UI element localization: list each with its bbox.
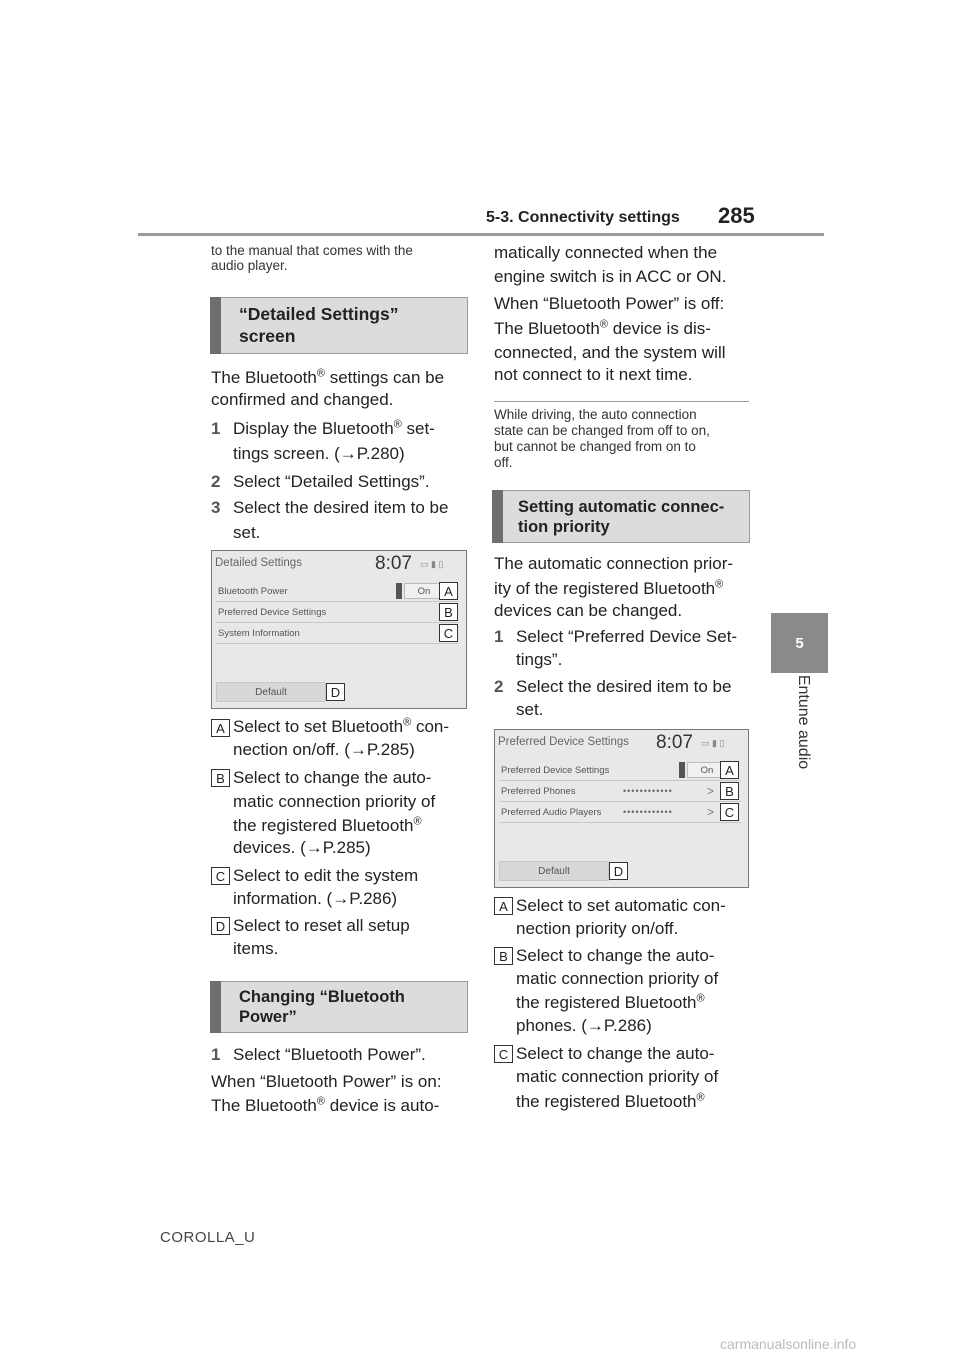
step-bluetooth-power (211, 1042, 471, 1067)
right-cont-line-2: engine switch is in ACC or ON. (494, 267, 727, 286)
right-item-b-label: B (494, 947, 513, 965)
chapter-tab: 5 (771, 613, 828, 673)
para-1-line-2: confirmed and changed. (211, 390, 394, 409)
status-icons: ▭ ▮ ▯ (701, 738, 725, 748)
default-button: Default (216, 682, 326, 702)
note-line-3: but cannot be changed from on to (494, 439, 696, 454)
when-on-line: When “Bluetooth Power” is on: (211, 1072, 442, 1091)
when-off-desc-1 (494, 316, 711, 341)
priority-para-1: The automatic connection prior- (494, 554, 734, 573)
item-text: con- (411, 717, 450, 736)
registered-mark: ® (403, 716, 412, 729)
right-item-b-line-3 (516, 990, 705, 1015)
step-text-part: Display the Bluetooth (233, 419, 394, 438)
heading-line-2: tion priority (518, 518, 610, 536)
heading-bar (210, 297, 221, 354)
right-item-b-line-2: matic connection priority of (516, 969, 719, 988)
step-text: Select “Preferred Device Set- (516, 627, 738, 646)
callout-d: D (326, 683, 345, 701)
desc-text: device is dis- (607, 319, 711, 338)
heading-detailed-settings (210, 297, 468, 354)
item-c-label: C (211, 867, 230, 885)
item-a-label: A (211, 719, 230, 737)
item-text: Select to set Bluetooth (233, 717, 404, 736)
screen-row (216, 581, 458, 602)
heading-line-2: Power” (239, 1008, 297, 1026)
when-off-line: When “Bluetooth Power” is off: (494, 294, 725, 313)
intro-line-2: audio player. (211, 258, 288, 273)
masked-value: •••••••••••• (623, 786, 673, 796)
callout-c: C (720, 803, 739, 821)
chapter-label-text: Entune audio (795, 674, 812, 770)
row-label: Preferred Device Settings (218, 607, 327, 618)
callout-a: A (720, 761, 739, 779)
heading-line-2: screen (239, 326, 296, 346)
item-a-line-2: nection on/off. (→P.285) (233, 740, 415, 759)
status-icons: ▭ ▮ ▯ (420, 559, 444, 569)
registered-mark: ® (599, 318, 608, 331)
row-label: Preferred Audio Players (501, 807, 602, 818)
on-button: On (687, 762, 727, 778)
toggle-indicator (679, 762, 685, 778)
right-item-c-line-1: Select to change the auto- (516, 1044, 715, 1063)
screen-row (499, 781, 741, 802)
when-off-desc-2: connected, and the system will (494, 343, 726, 362)
item-a-line-1 (233, 714, 449, 739)
step-number: 2 (211, 472, 221, 491)
step-text-part: set- (401, 419, 435, 438)
step-text: Select “Bluetooth Power”. (233, 1045, 426, 1064)
page-number: 285 (718, 203, 755, 228)
callout-a: A (439, 582, 458, 600)
note-line-2: state can be changed from off to on, (494, 423, 710, 438)
note-line-1: While driving, the auto connection (494, 407, 697, 422)
item-b-line-4: devices. (→P.285) (233, 838, 371, 857)
item-b-line-2: matic connection priority of (233, 792, 436, 811)
chevron-right-icon: > (707, 784, 715, 798)
step-3 (211, 495, 471, 545)
step-number: 1 (211, 419, 221, 438)
row-label: Preferred Phones (501, 786, 576, 797)
registered-mark: ® (696, 992, 705, 1005)
item-b-label: B (211, 769, 230, 787)
screen-row (216, 602, 458, 623)
step-2 (211, 469, 471, 494)
screen-row (499, 802, 741, 823)
heading-line-1: “Detailed Settings” (239, 304, 399, 324)
step-number: 1 (211, 1045, 221, 1064)
heading-changing-bluetooth-power (210, 981, 468, 1033)
registered-mark: ® (715, 578, 724, 591)
row-label: Bluetooth Power (218, 586, 288, 597)
priority-para-3: devices can be changed. (494, 601, 683, 620)
right-step-1 (494, 624, 756, 674)
registered-mark: ® (316, 1095, 325, 1108)
screen-title: Detailed Settings (215, 557, 302, 569)
heading-bar (492, 490, 503, 543)
item-text: the registered Bluetooth (516, 1092, 697, 1111)
header-rule (138, 233, 824, 236)
registered-mark: ® (393, 418, 402, 431)
row-label: Preferred Device Settings (501, 765, 610, 776)
item-d-line-1: Select to reset all setup (233, 916, 410, 935)
registered-mark: ® (316, 367, 325, 380)
preferred-device-screenshot (494, 729, 749, 888)
step-text: Select the desired item to be (233, 498, 449, 517)
step-number: 2 (494, 677, 504, 696)
step-text: Select “Detailed Settings”. (233, 472, 430, 491)
heading-line-1: Setting automatic connec- (518, 498, 725, 516)
screen-row (216, 623, 458, 644)
right-step-2 (494, 674, 756, 724)
screen-clock: 8:07 (375, 553, 412, 574)
right-item-a-line-2: nection priority on/off. (516, 919, 679, 938)
heading-line-1: Changing “Bluetooth (239, 988, 405, 1006)
step-1 (211, 416, 471, 466)
item-c-line-2: information. (→P.286) (233, 889, 398, 908)
step-text-cont: tings”. (516, 650, 563, 669)
right-item-b-line-1: Select to change the auto- (516, 946, 715, 965)
heading-auto-connection-priority (492, 490, 750, 543)
detailed-settings-screenshot (211, 550, 467, 709)
step-number: 3 (211, 498, 221, 517)
toggle-indicator (396, 583, 402, 599)
right-item-a-line-1: Select to set automatic con- (516, 896, 726, 915)
watermark: carmanualsonline.info (720, 1336, 857, 1352)
step-text-cont: set. (233, 523, 261, 542)
step-text-cont: tings screen. (→P.280) (233, 444, 405, 463)
footer-model: COROLLA_U (160, 1229, 256, 1246)
default-button: Default (499, 861, 609, 881)
step-text: Select the desired item to be (516, 677, 732, 696)
note-line-4: off. (494, 455, 513, 470)
callout-c: C (439, 624, 458, 642)
right-item-a-label: A (494, 897, 513, 915)
item-text: the registered Bluetooth (233, 816, 414, 835)
desc-text: The Bluetooth (211, 1096, 317, 1115)
step-text (233, 416, 435, 441)
desc-text: The Bluetooth (494, 319, 600, 338)
callout-b: B (439, 603, 458, 621)
item-b-line-1: Select to change the auto- (233, 768, 432, 787)
right-item-c-line-3 (516, 1089, 705, 1114)
step-number: 1 (494, 627, 504, 646)
intro-line-1: to the manual that comes with the (211, 243, 413, 258)
callout-d: D (609, 862, 628, 880)
masked-value: •••••••••••• (623, 807, 673, 817)
section-title: 5-3. Connectivity settings (486, 209, 680, 226)
screen-title: Preferred Device Settings (498, 736, 630, 748)
item-c-line-1: Select to edit the system (233, 866, 419, 885)
para-text: The Bluetooth (211, 368, 317, 387)
registered-mark: ® (696, 1091, 705, 1104)
right-item-c-line-2: matic connection priority of (516, 1067, 719, 1086)
para-text: ity of the registered Bluetooth (494, 579, 716, 598)
right-cont-line-1: matically connected when the (494, 243, 718, 262)
para-text: settings can be (324, 368, 445, 387)
when-on-desc (211, 1093, 439, 1118)
note-rule (494, 401, 749, 402)
chevron-right-icon: > (707, 805, 715, 819)
item-d-line-2: items. (233, 939, 279, 958)
screen-clock: 8:07 (656, 732, 693, 753)
when-off-desc-3: not connect to it next time. (494, 365, 693, 384)
step-text-cont: set. (516, 700, 544, 719)
row-label: System Information (218, 628, 300, 639)
item-text: the registered Bluetooth (516, 993, 697, 1012)
callout-b: B (720, 782, 739, 800)
screen-row (499, 760, 741, 781)
right-item-b-line-4: phones. (→P.286) (516, 1016, 652, 1035)
item-d-label: D (211, 917, 230, 935)
right-item-c-label: C (494, 1045, 513, 1063)
desc-text: device is auto- (324, 1096, 440, 1115)
registered-mark: ® (413, 815, 422, 828)
heading-bar (210, 981, 221, 1033)
on-button: On (404, 583, 444, 599)
